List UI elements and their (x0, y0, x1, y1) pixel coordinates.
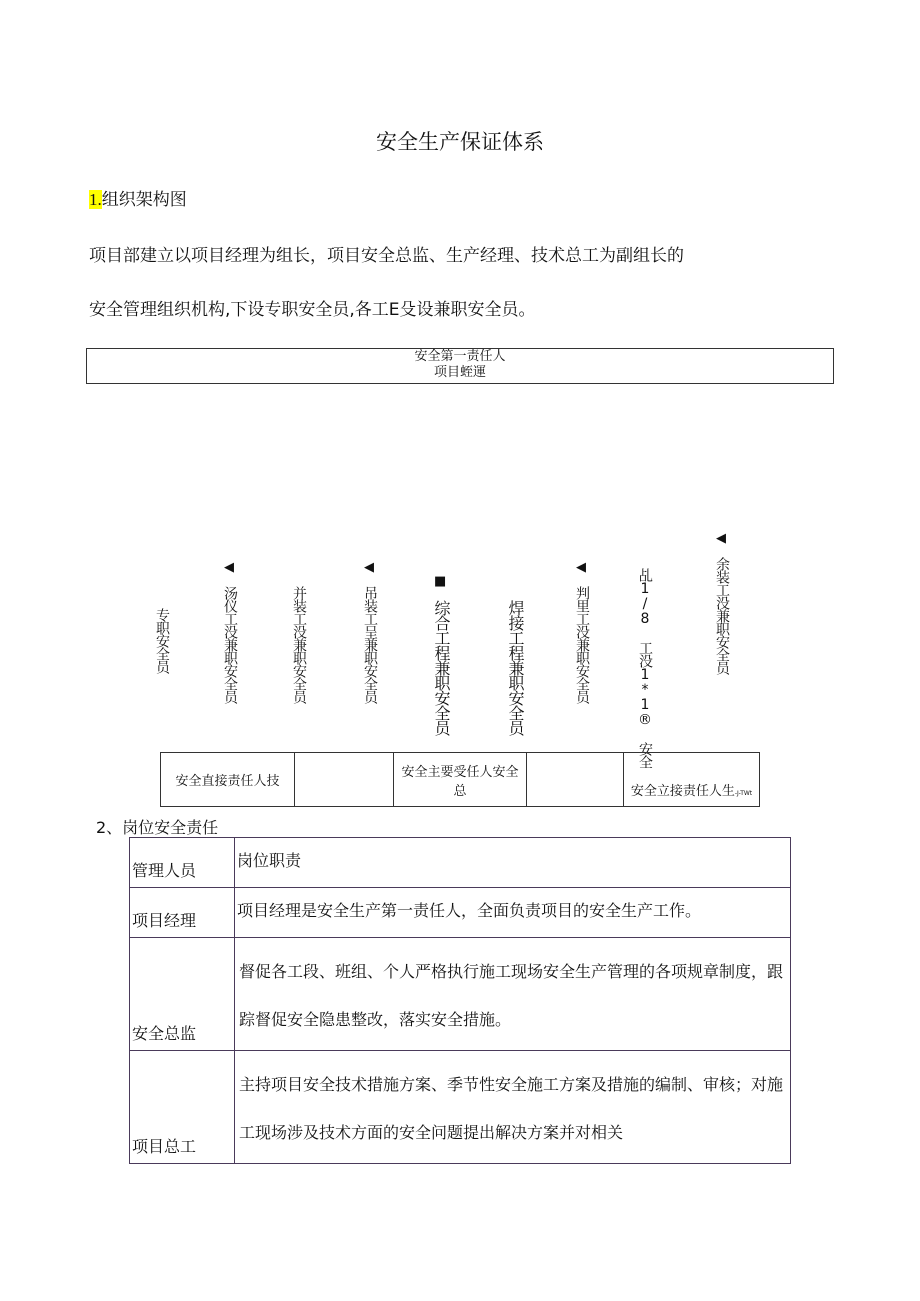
org-column-label: 余装工没兼职安全员 (714, 557, 730, 674)
document-title: 安全生产保证体系 (376, 130, 544, 154)
org-column-label: 焊接工程兼职安全员 (506, 600, 525, 735)
header-role: 管理人员 (130, 838, 235, 888)
section-label: 组织架构图 (101, 190, 187, 210)
bottom-cell: 安全主要受任人安全总 (394, 753, 527, 807)
org-column-label: 并装工没兼职安全员 (291, 586, 307, 703)
org-connector-marker: ◀ (364, 560, 374, 575)
bottom-cell (295, 753, 394, 807)
bottom-cell (624, 753, 760, 807)
intro-line-2: 安全管理组织机构,下设专职安全员,各工E殳设兼职安全员。 (89, 300, 536, 320)
bottom-cell: 安全直接责任人技 (161, 753, 295, 807)
duty-cell: 主持项目安全技术措施方案、季节性安全施工方案及措施的编制、审核；对施工现场涉及技术方面的安全问题提出解决方案并对相关 (235, 1051, 791, 1164)
section-number: 1. (89, 190, 102, 209)
role-cell: 安全总监 (130, 938, 235, 1051)
org-column-label: 吊装工呈兼职安全员 (362, 586, 378, 703)
org-column-label: 乩1/8 工没1*1® 安全 (637, 568, 653, 768)
top-box-role: 安全第一责任人 (414, 349, 506, 364)
top-box-title: 项目蛭運 (433, 365, 486, 380)
bottom-cell-text: 安全立接责任人生 (630, 784, 735, 799)
duty-cell: 督促各工段、班组、个人严格执行施工现场安全生产管理的各项规章制度，跟踪督促安全隐患整改，落实安全措施。 (235, 938, 791, 1051)
duty-cell: 项目经理是安全生产第一责任人，全面负责项目的安全生产工作。 (235, 888, 791, 938)
bottom-cell (527, 753, 624, 807)
org-connector-marker: ◀ (576, 560, 586, 575)
intro-line-1: 项目部建立以项目经理为组长，项目安全总监、生产经理、技术总工为副组长的 (89, 246, 684, 266)
org-connector-marker: ■ (434, 574, 447, 589)
org-top-box (86, 348, 834, 384)
role-cell: 项目总工 (130, 1051, 235, 1164)
org-column-label: 汤仪工没兼职安全员 (222, 586, 238, 703)
org-connector-marker: ◀ (224, 560, 234, 575)
org-connector-marker: ◀ (716, 531, 726, 546)
bottom-cell-small: -J-TWt (734, 790, 753, 797)
role-cell: 项目经理 (130, 888, 235, 938)
section-heading-1 (89, 185, 187, 210)
org-column-label: 综合工程兼职安全员 (432, 600, 451, 735)
org-column-label: 专职安全员 (154, 608, 170, 673)
responsibility-table (129, 837, 791, 1164)
section-heading-2: 2、岗位安全责任 (96, 818, 219, 837)
header-duty: 岗位职责 (235, 838, 791, 888)
org-bottom-row (160, 752, 760, 807)
org-column-label: 判里工没兼职安全员 (574, 586, 590, 703)
